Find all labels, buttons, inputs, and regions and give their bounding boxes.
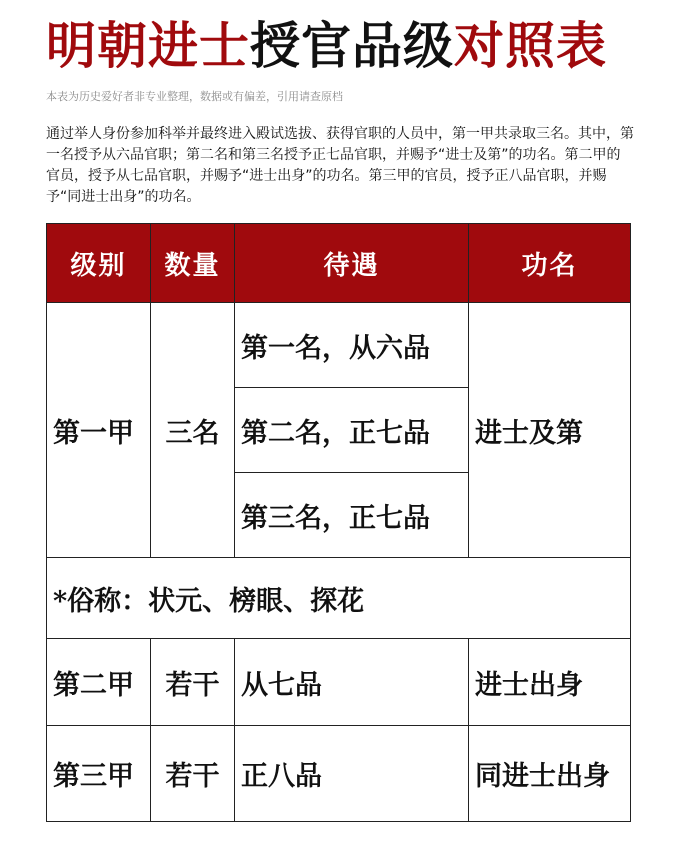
third-tier-count: 若干 — [151, 726, 235, 822]
table-row-third-tier — [47, 726, 631, 822]
title-part-3: 对照表 — [454, 16, 607, 75]
first-tier-rank-3: 第三名，正七品 — [235, 473, 469, 558]
title-part-1: 明朝进士 — [46, 16, 250, 75]
header-treatment: 待遇 — [235, 224, 469, 303]
third-tier-grade: 第三甲 — [47, 726, 151, 822]
second-tier-grade: 第二甲 — [47, 639, 151, 726]
title-part-2: 授官品级 — [250, 16, 454, 75]
first-tier-title: 进士及第 — [469, 303, 631, 558]
table-row-first-tier — [47, 303, 631, 388]
header-count: 数量 — [151, 224, 235, 303]
header-title: 功名 — [469, 224, 631, 303]
second-tier-count: 若干 — [151, 639, 235, 726]
table-row-second-tier — [47, 639, 631, 726]
first-tier-rank-1: 第一名，从六品 — [235, 303, 469, 388]
third-tier-treatment: 正八品 — [235, 726, 469, 822]
third-tier-title: 同进士出身 — [469, 726, 631, 822]
second-tier-title: 进士出身 — [469, 639, 631, 726]
table-row-note — [47, 558, 631, 639]
intro-paragraph: 通过举人身份参加科举并最终进入殿试选拔、获得官职的人员中，第一甲共录取三名。其中，第一名授予从六品官职；第二名和第三名授予正七品官职，并赐予“进士及第”的功名。第二甲的官员，授予从七品官职，并赐予“进士出身”的功名。第三甲的官员，授予正八品官职，并赐予“同进士出身”的功名。 — [46, 126, 634, 205]
disclaimer-subtitle: 本表为历史爱好者非专业整理，数据或有偏差，引用请查原档 — [46, 90, 343, 103]
grade-table — [46, 223, 631, 822]
first-tier-nickname-note: *俗称：状元、榜眼、探花 — [47, 558, 631, 639]
second-tier-treatment: 从七品 — [235, 639, 469, 726]
first-tier-grade: 第一甲 — [47, 303, 151, 558]
first-tier-count: 三名 — [151, 303, 235, 558]
first-tier-rank-2: 第二名，正七品 — [235, 388, 469, 473]
page-title — [46, 14, 607, 78]
header-grade: 级别 — [47, 224, 151, 303]
table-header-row — [47, 224, 631, 303]
